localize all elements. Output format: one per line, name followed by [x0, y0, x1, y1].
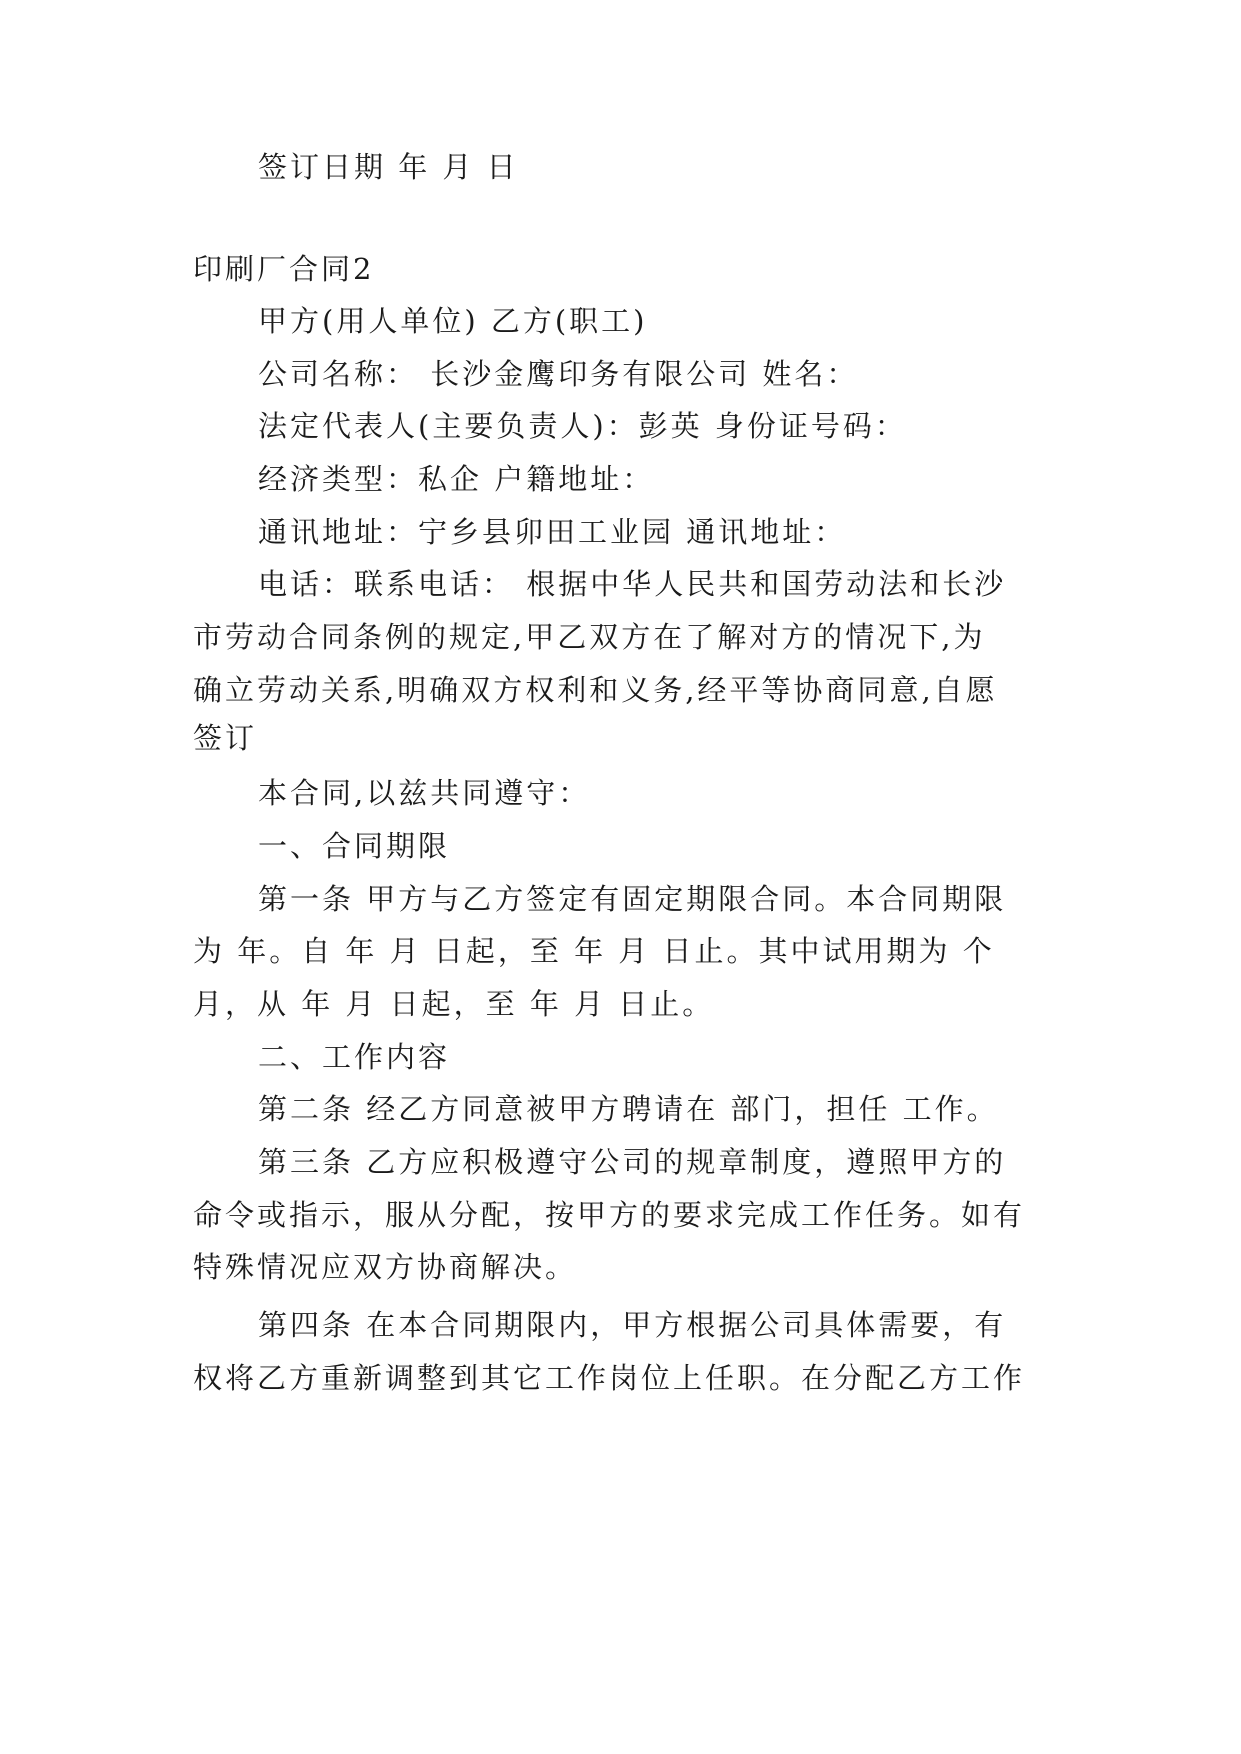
section-1-heading: 一、合同期限 — [258, 829, 451, 863]
article-2-line: 第二条 经乙方同意被甲方聘请在 部门，担任 工作。 — [258, 1092, 999, 1126]
intro-line-2: 市劳动合同条例的规定,甲乙双方在了解对方的情况下,为 — [193, 620, 986, 654]
article-3-line-3: 特殊情况应双方协商解决。 — [193, 1250, 578, 1284]
article-1-line-3: 月，从 年 月 日起，至 年 月 日止。 — [193, 987, 715, 1021]
legal-rep-line: 法定代表人(主要负责人)：彭英 身份证号码： — [258, 409, 907, 443]
intro-line-4: 签订 — [193, 721, 258, 755]
address-line: 通讯地址：宁乡县卯田工业园 通讯地址： — [258, 515, 847, 549]
article-4-line-2: 权将乙方重新调整到其它工作岗位上任职。在分配乙方工作 — [193, 1361, 1026, 1395]
article-1-line-2: 为 年。自 年 月 日起，至 年 月 日止。其中试用期为 个 — [193, 934, 995, 968]
section-2-heading: 二、工作内容 — [258, 1040, 451, 1074]
company-name-line: 公司名称： 长沙金鹰印务有限公司 姓名： — [258, 357, 859, 391]
parties-line: 甲方(用人单位) 乙方(职工) — [258, 304, 648, 338]
article-4-line-1: 第四条 在本合同期限内，甲方根据公司具体需要，有 — [258, 1308, 1007, 1342]
intro-line-3: 确立劳动关系,明确双方权利和义务,经平等协商同意,自愿 — [193, 673, 998, 707]
contract-obey-line: 本合同,以兹共同遵守： — [258, 776, 591, 810]
document-title: 印刷厂合同2 — [193, 252, 375, 286]
article-3-line-2: 命令或指示，服从分配，按甲方的要求完成工作任务。如有 — [193, 1198, 1026, 1232]
article-1-line-1: 第一条 甲方与乙方签定有固定期限合同。本合同期限 — [258, 882, 1007, 916]
article-3-line-1: 第三条 乙方应积极遵守公司的规章制度，遵照甲方的 — [258, 1145, 1007, 1179]
economy-type-line: 经济类型：私企 户籍地址： — [258, 462, 655, 496]
intro-line-1: 电话：联系电话： 根据中华人民共和国劳动法和长沙 — [258, 567, 1007, 601]
sign-date: 签订日期 年 月 日 — [258, 150, 519, 184]
